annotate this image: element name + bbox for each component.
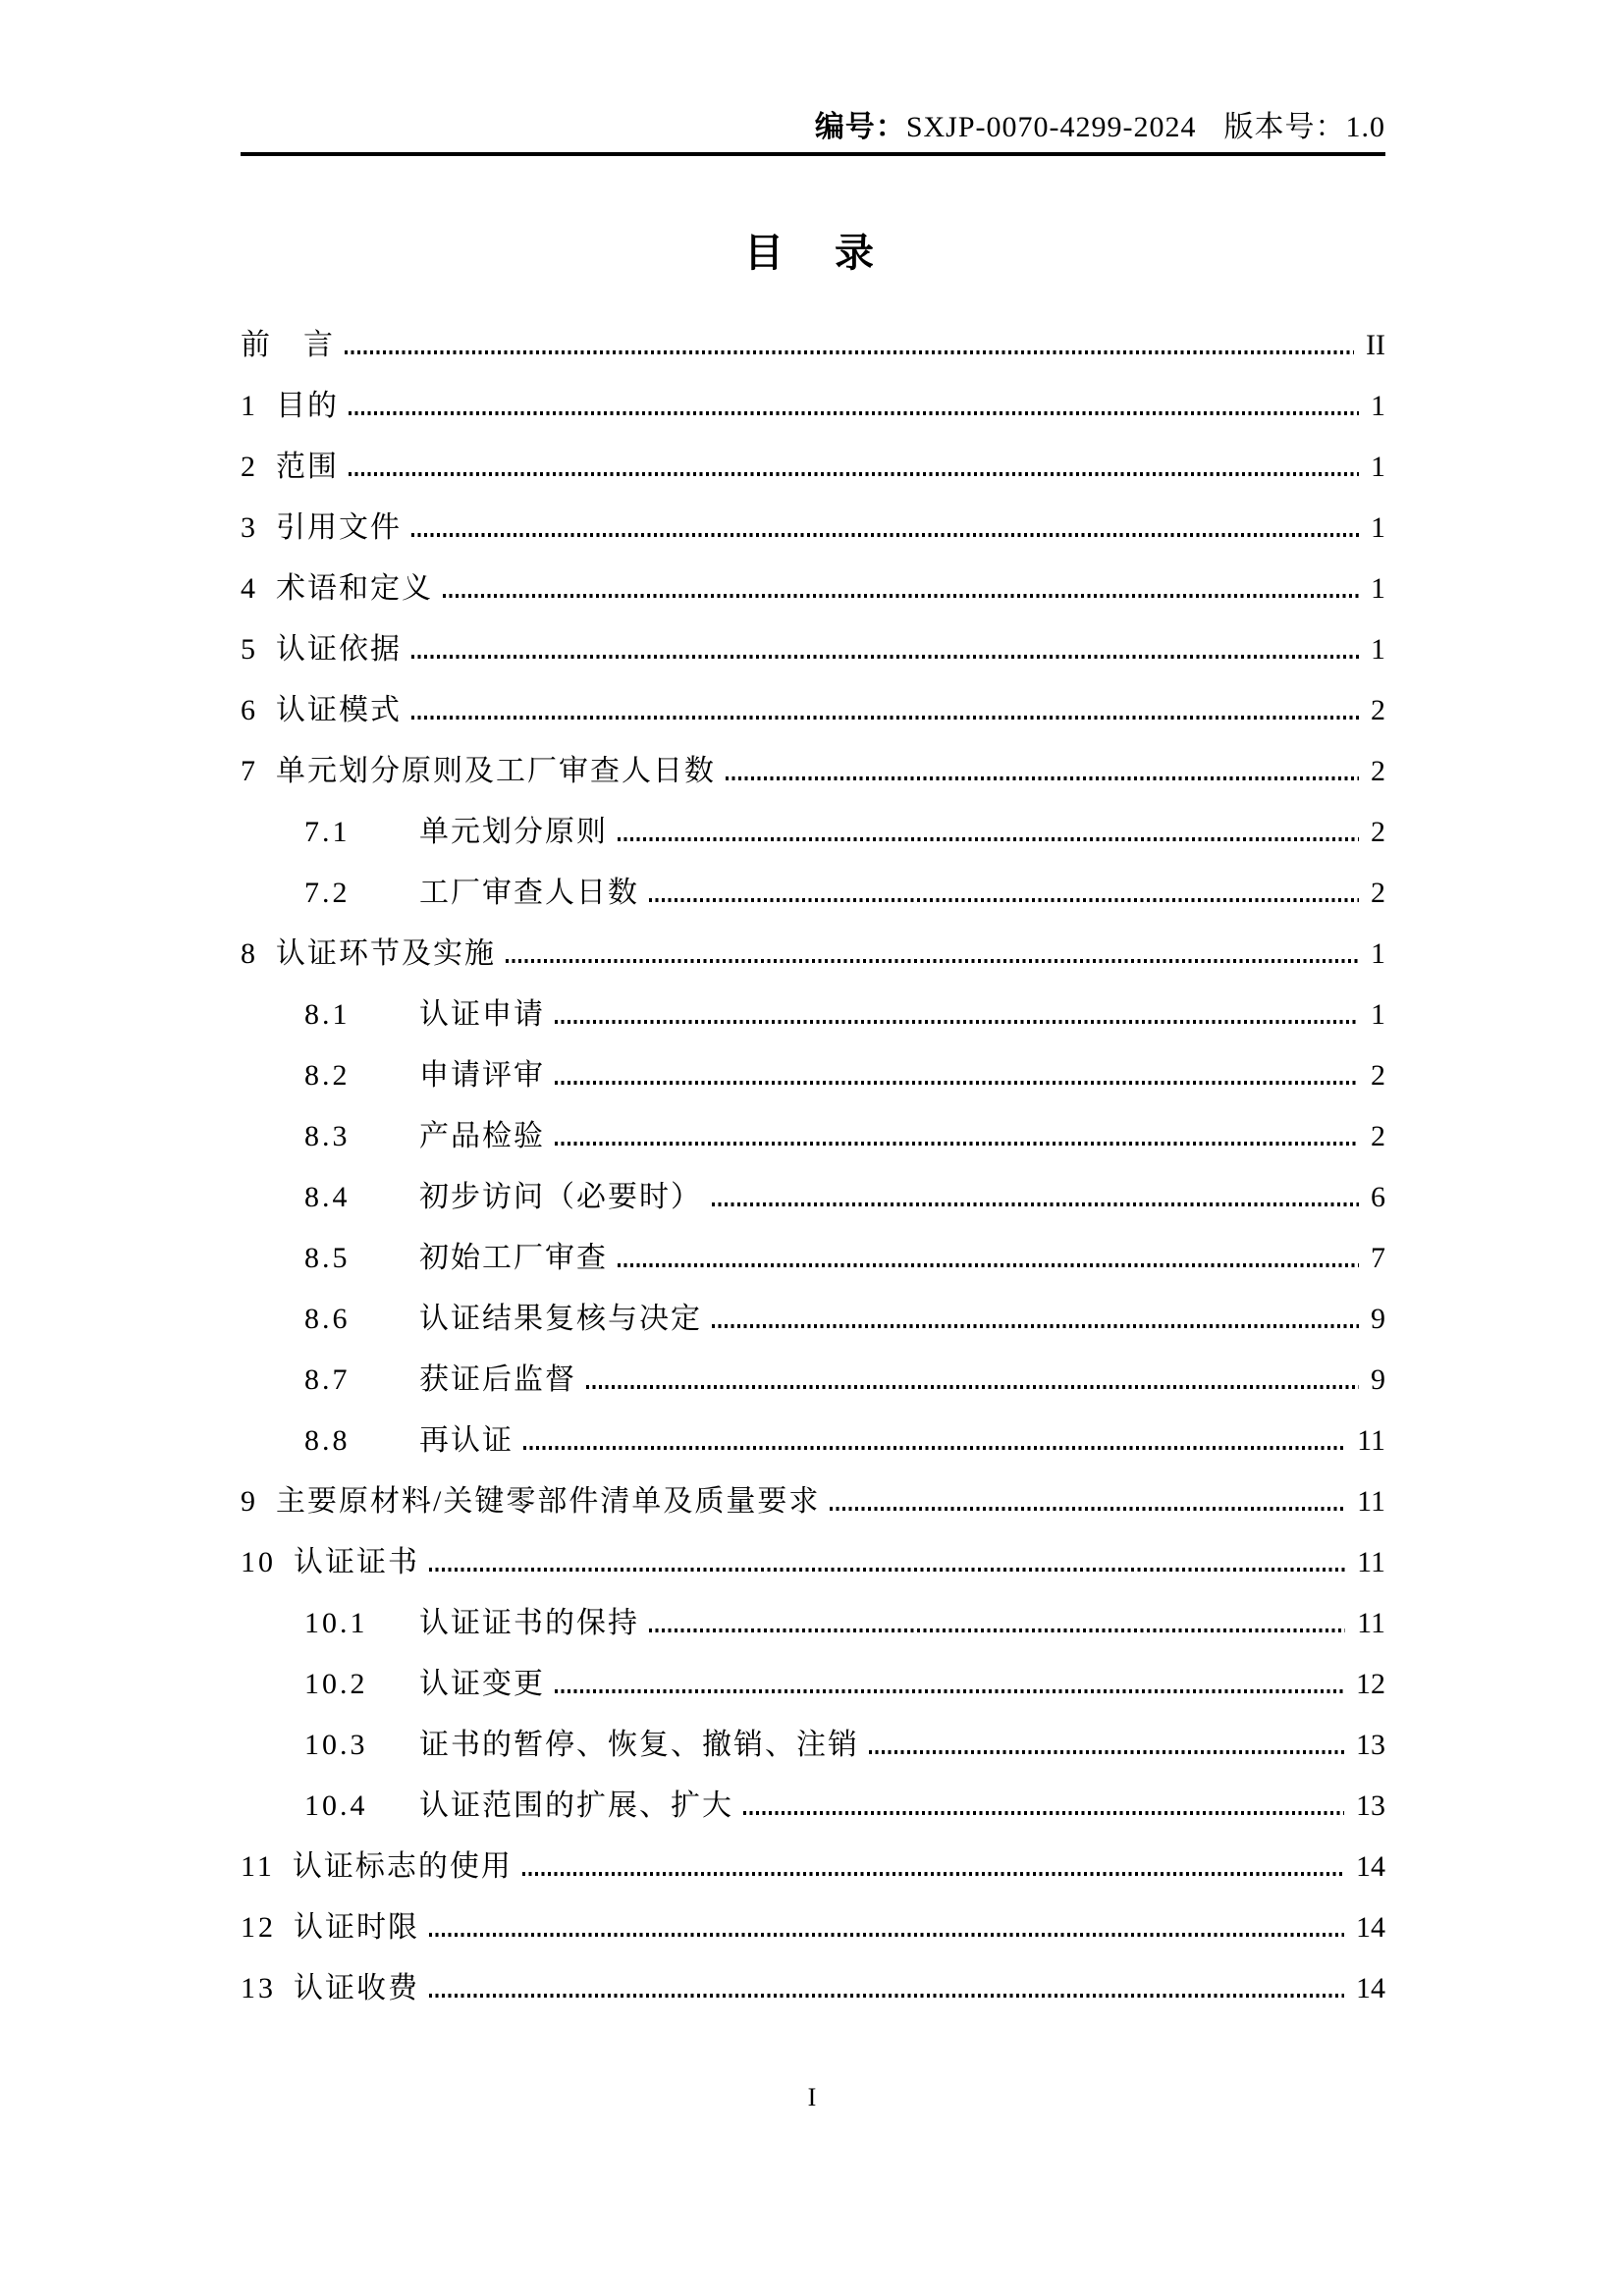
dot-leader [345, 350, 1354, 354]
toc-entry-page: 7 [1371, 1242, 1385, 1274]
document-header [241, 110, 1385, 145]
toc-entry-label: 证书的暂停、恢复、撤销、注销 [419, 1729, 859, 1761]
toc-entry [241, 924, 1385, 985]
dot-leader [429, 1994, 1344, 1998]
toc-entry-number: 9 [241, 1485, 258, 1518]
dot-leader [349, 472, 1359, 476]
header-divider [241, 152, 1385, 156]
toc-entry-label: 目的 [276, 390, 339, 422]
toc-entry-label: 认证证书的保持 [419, 1607, 639, 1639]
toc-entry-page: 9 [1371, 1303, 1385, 1335]
toc-entry-page: 1 [1371, 633, 1385, 666]
toc-entry-label: 工厂审查人日数 [419, 877, 639, 909]
dot-leader [522, 1872, 1344, 1876]
dot-leader [649, 898, 1359, 902]
dot-leader [555, 1142, 1359, 1146]
toc-entry-label: 认证范围的扩展、扩大 [419, 1789, 733, 1822]
dot-leader [555, 1020, 1359, 1024]
toc-entry [241, 437, 1385, 498]
toc-entry [241, 1776, 1385, 1837]
toc-entry-number: 8.2 [304, 1059, 351, 1092]
doc-number-value: SXJP-0070-4299-2024 [905, 111, 1197, 143]
toc-entry-label: 认证时限 [294, 1911, 419, 1944]
dot-leader [586, 1385, 1359, 1389]
toc-entry-page: 11 [1357, 1485, 1385, 1518]
toc-entry-label: 认证依据 [276, 633, 402, 666]
toc-entry-page: II [1366, 329, 1385, 361]
toc-entry-number: 8.4 [304, 1181, 351, 1213]
page-number: I [807, 2083, 817, 2111]
toc-entry [241, 619, 1385, 680]
toc-entry [241, 680, 1385, 741]
toc-entry [241, 1715, 1385, 1776]
dot-leader [411, 533, 1359, 537]
toc-entry-page: 11 [1357, 1546, 1385, 1578]
dot-leader [555, 1081, 1359, 1085]
toc-entry [241, 1837, 1385, 1897]
dot-leader [712, 1202, 1359, 1206]
toc-entry [241, 741, 1385, 802]
toc-entry-number: 13 [241, 1972, 276, 2004]
toc-entry-label: 初始工厂审查 [419, 1242, 608, 1274]
dot-leader [712, 1324, 1359, 1328]
toc-entry-page: 13 [1356, 1789, 1385, 1822]
dot-leader [743, 1811, 1344, 1815]
dot-leader [869, 1750, 1344, 1754]
toc-entry-label: 主要原材料/关键零部件清单及质量要求 [276, 1485, 821, 1518]
toc-entry-number: 2 [241, 451, 258, 483]
toc-entry [241, 1471, 1385, 1532]
toc-entry-page: 1 [1371, 998, 1385, 1031]
toc-entry [241, 1532, 1385, 1593]
toc-title: 目 录 [744, 231, 880, 275]
toc-entry-number: 1 [241, 390, 258, 422]
dot-leader [429, 1933, 1344, 1937]
toc-entry [241, 315, 1385, 376]
toc-entry-page: 14 [1356, 1972, 1385, 2004]
toc-entry-number: 10.4 [304, 1789, 368, 1822]
toc-entry-number: 6 [241, 694, 258, 726]
toc-entry-number: 12 [241, 1911, 276, 1944]
toc-entry [241, 1654, 1385, 1715]
toc-entry-label: 再认证 [419, 1424, 514, 1457]
toc-entry-number: 10.1 [304, 1607, 368, 1639]
version-label: 版本号： [1223, 111, 1346, 143]
dot-leader [429, 1568, 1345, 1572]
table-of-contents [241, 315, 1385, 2019]
toc-entry-number: 11 [241, 1850, 275, 1883]
toc-entry-page: 2 [1371, 1120, 1385, 1152]
toc-entry-number: 7.2 [304, 877, 351, 909]
toc-entry [241, 1167, 1385, 1228]
toc-entry [241, 498, 1385, 559]
toc-entry-label: 认证环节及实施 [276, 937, 496, 970]
toc-entry [241, 1593, 1385, 1654]
toc-entry-number: 8.1 [304, 998, 351, 1031]
toc-entry-label: 认证证书 [294, 1546, 419, 1578]
toc-entry [241, 1228, 1385, 1289]
toc-entry-number: 8.8 [304, 1424, 351, 1457]
toc-entry-number: 3 [241, 511, 258, 544]
toc-entry [241, 863, 1385, 924]
toc-entry [241, 802, 1385, 863]
dot-leader [411, 655, 1359, 659]
toc-entry-label: 初步访问（必要时） [419, 1181, 702, 1213]
toc-entry-page: 2 [1371, 1059, 1385, 1092]
toc-entry-label: 认证变更 [419, 1668, 545, 1700]
toc-entry-number: 10.2 [304, 1668, 368, 1700]
toc-entry-page: 2 [1371, 755, 1385, 787]
toc-entry [241, 1106, 1385, 1167]
toc-entry [241, 985, 1385, 1045]
dot-leader [443, 594, 1359, 598]
toc-entry-page: 2 [1371, 816, 1385, 848]
toc-entry-page: 1 [1371, 937, 1385, 970]
dot-leader [649, 1629, 1345, 1632]
toc-entry-page: 9 [1371, 1363, 1385, 1396]
document-footer [0, 2083, 1624, 2112]
toc-entry-page: 11 [1357, 1607, 1385, 1639]
toc-entry-page: 14 [1356, 1911, 1385, 1944]
toc-entry-page: 1 [1371, 572, 1385, 605]
dot-leader [411, 716, 1359, 720]
dot-leader [555, 1689, 1344, 1693]
toc-entry-label: 认证结果复核与决定 [419, 1303, 702, 1335]
toc-entry-label: 认证标志的使用 [292, 1850, 513, 1883]
dot-leader [726, 776, 1359, 780]
toc-entry [241, 1958, 1385, 2019]
toc-entry-page: 6 [1371, 1181, 1385, 1213]
toc-entry [241, 1350, 1385, 1411]
toc-entry-page: 13 [1356, 1729, 1385, 1761]
version-value: 1.0 [1345, 111, 1385, 143]
toc-entry-page: 1 [1371, 511, 1385, 544]
toc-entry-label: 申请评审 [419, 1059, 545, 1092]
dot-leader [830, 1507, 1345, 1511]
toc-entry-number: 8.6 [304, 1303, 351, 1335]
toc-entry-page: 14 [1356, 1850, 1385, 1883]
toc-entry-label: 术语和定义 [276, 572, 433, 605]
toc-entry-number: 4 [241, 572, 258, 605]
toc-entry-number: 7.1 [304, 816, 351, 848]
toc-entry-number: 8 [241, 937, 258, 970]
toc-entry [241, 1289, 1385, 1350]
toc-entry [241, 1045, 1385, 1106]
toc-entry-label: 认证收费 [294, 1972, 419, 2004]
toc-entry-label: 认证模式 [276, 694, 402, 726]
doc-number-label: 编号： [814, 111, 906, 143]
toc-entry-label: 引用文件 [276, 511, 402, 544]
toc-entry-page: 1 [1371, 390, 1385, 422]
toc-entry-number: 10.3 [304, 1729, 368, 1761]
toc-entry-page: 12 [1356, 1668, 1385, 1700]
dot-leader [523, 1446, 1345, 1450]
toc-entry-number: 10 [241, 1546, 276, 1578]
toc-entry-number: 8.3 [304, 1120, 351, 1152]
toc-entry-label: 范围 [276, 451, 339, 483]
dot-leader [349, 411, 1359, 415]
dot-leader [506, 959, 1359, 963]
toc-entry-page: 1 [1371, 451, 1385, 483]
toc-entry-label: 前 言 [241, 329, 335, 361]
toc-entry-number: 8.7 [304, 1363, 351, 1396]
toc-entry-page: 11 [1357, 1424, 1385, 1457]
toc-entry-page: 2 [1371, 694, 1385, 726]
toc-entry [241, 559, 1385, 619]
toc-entry-number: 5 [241, 633, 258, 666]
toc-entry-label: 获证后监督 [419, 1363, 576, 1396]
toc-entry-label: 产品检验 [419, 1120, 545, 1152]
toc-entry [241, 1897, 1385, 1958]
toc-entry-label: 认证申请 [419, 998, 545, 1031]
toc-entry [241, 1411, 1385, 1471]
toc-entry-number: 8.5 [304, 1242, 351, 1274]
dot-leader [618, 1263, 1359, 1267]
toc-entry-label: 单元划分原则 [419, 816, 608, 848]
toc-entry-label: 单元划分原则及工厂审查人日数 [276, 755, 716, 787]
dot-leader [618, 837, 1359, 841]
toc-entry-number: 7 [241, 755, 258, 787]
toc-entry-page: 2 [1371, 877, 1385, 909]
toc-entry [241, 376, 1385, 437]
